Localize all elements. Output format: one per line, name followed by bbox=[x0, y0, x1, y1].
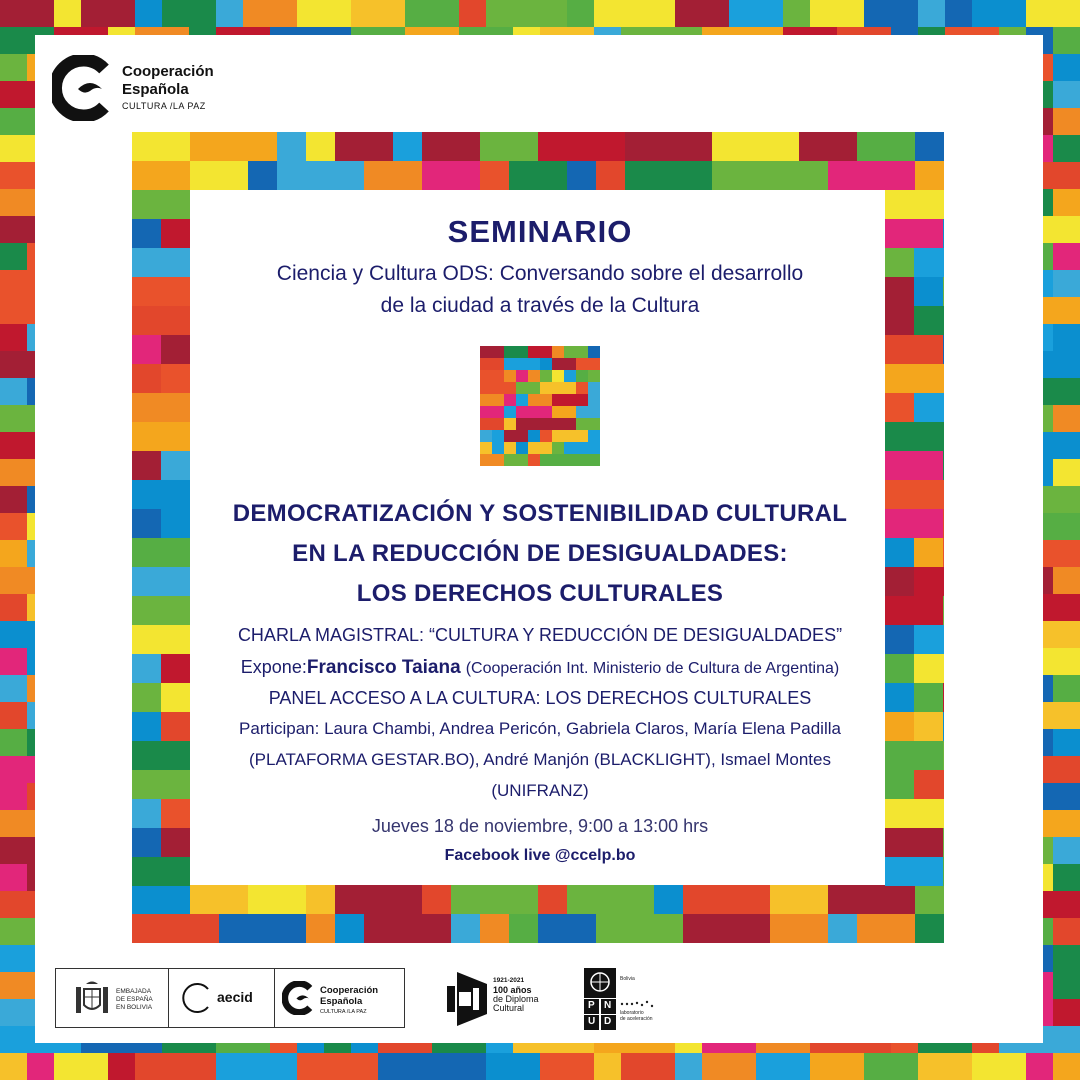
mosaic-tile bbox=[1053, 972, 1080, 999]
mosaic-tile bbox=[492, 442, 504, 454]
mosaic-tile bbox=[1053, 459, 1080, 486]
logo-line-1: Cooperación bbox=[122, 63, 214, 80]
ce-small-line-1: Cooperación bbox=[320, 985, 379, 996]
mosaic-tile bbox=[864, 1053, 918, 1080]
aecid-label: aecid bbox=[217, 989, 253, 1005]
dipl-years: 1921-2021 bbox=[493, 977, 525, 984]
mosaic-tile bbox=[270, 1053, 297, 1080]
mosaic-tile bbox=[135, 0, 162, 27]
mosaic-tile bbox=[0, 1053, 27, 1080]
mosaic-tile bbox=[576, 370, 588, 382]
mosaic-tile bbox=[675, 1053, 702, 1080]
mosaic-tile bbox=[243, 0, 297, 27]
mosaic-tile bbox=[540, 454, 564, 466]
mosaic-tile bbox=[0, 783, 27, 810]
mosaic-tile bbox=[1026, 0, 1080, 27]
mosaic-tile bbox=[783, 0, 810, 27]
mosaic-tile bbox=[432, 1053, 486, 1080]
mosaic-tile bbox=[564, 442, 600, 454]
ce-small-line-3: CULTURA /LA PAZ bbox=[320, 1009, 367, 1015]
mosaic-tile bbox=[135, 1053, 216, 1080]
mosaic-tile bbox=[0, 513, 27, 540]
expone-label: Expone: bbox=[240, 657, 307, 677]
mosaic-tile bbox=[945, 0, 972, 27]
mosaic-tile bbox=[492, 430, 504, 442]
mosaic-tile bbox=[54, 0, 81, 27]
mosaic-tile bbox=[1053, 27, 1080, 54]
mosaic-tile bbox=[480, 406, 504, 418]
mosaic-tile bbox=[297, 0, 351, 27]
mosaic-tile bbox=[162, 0, 216, 27]
mosaic-tile bbox=[480, 418, 504, 430]
pnud-letter-p: P bbox=[588, 1000, 595, 1011]
mosaic-tile bbox=[0, 54, 27, 81]
mosaic-tile bbox=[621, 1053, 675, 1080]
mosaic-tile bbox=[216, 0, 243, 27]
mosaic-tile bbox=[1053, 675, 1080, 702]
mosaic-tile bbox=[54, 1053, 108, 1080]
mosaic-tile bbox=[810, 0, 864, 27]
panel-title: PANEL ACCESO A LA CULTURA: LOS DERECHOS CULTURALES bbox=[268, 688, 812, 708]
speaker-org: (Cooperación Int. Ministerio de Cultura de Argentina) bbox=[465, 660, 840, 677]
mosaic-tile bbox=[552, 394, 588, 406]
mosaic-tile bbox=[480, 346, 504, 358]
mosaic-tile bbox=[972, 0, 999, 27]
mosaic-tile bbox=[552, 370, 564, 382]
mosaic-tile bbox=[0, 729, 27, 756]
mosaic-tile bbox=[918, 1053, 972, 1080]
mosaic-tile bbox=[1053, 1053, 1080, 1080]
mosaic-tile bbox=[0, 243, 27, 270]
mosaic-tile bbox=[552, 442, 564, 454]
mosaic-tile bbox=[729, 0, 783, 27]
mosaic-tile bbox=[528, 370, 540, 382]
mosaic-tile bbox=[918, 0, 945, 27]
participants-line-3: (UNIFRANZ) bbox=[491, 781, 589, 800]
mosaic-tile bbox=[528, 394, 552, 406]
mosaic-tile bbox=[588, 370, 600, 382]
mosaic-tile bbox=[480, 442, 492, 454]
spain-coat-of-arms-icon bbox=[72, 979, 112, 1019]
divider bbox=[168, 969, 169, 1027]
mosaic-tile bbox=[864, 0, 918, 27]
mosaic-tile bbox=[504, 454, 528, 466]
mosaic-tile bbox=[999, 0, 1026, 27]
mosaic-tile bbox=[0, 486, 27, 513]
event-date: Jueves 18 de noviembre, 9:00 a 13:00 hrs bbox=[371, 816, 709, 836]
mosaic-tile bbox=[756, 1053, 810, 1080]
mosaic-tile bbox=[588, 394, 600, 406]
dipl-line-2: de Diploma bbox=[493, 994, 539, 1004]
logo-line-2: Española bbox=[122, 81, 189, 98]
mosaic-tile bbox=[480, 370, 504, 382]
mosaic-tile bbox=[504, 442, 516, 454]
main-title-line-2: EN LA REDUCCIÓN DE DESIGUALDADES: bbox=[292, 540, 788, 567]
mosaic-tile bbox=[528, 442, 552, 454]
mosaic-tile bbox=[0, 540, 27, 567]
mosaic-tile bbox=[540, 382, 576, 394]
pnud-lab-line-2: de aceleración bbox=[620, 1016, 653, 1022]
mosaic-tile bbox=[0, 378, 27, 405]
mosaic-tile bbox=[594, 1053, 621, 1080]
mosaic-tile bbox=[480, 394, 504, 406]
mosaic-tile bbox=[1053, 189, 1080, 216]
mosaic-tile bbox=[516, 370, 528, 382]
participants-line-2: (PLATAFORMA GESTAR.BO), André Manjón (BLACKLIGHT), Ismael Montes bbox=[249, 750, 831, 769]
participants-line-1: Participan: Laura Chambi, Andrea Pericón, Gabriela Claros, María Elena Padilla bbox=[239, 719, 841, 738]
mosaic-tile bbox=[1053, 81, 1080, 108]
mosaic-tile bbox=[480, 382, 516, 394]
dipl-text bbox=[493, 986, 539, 1013]
mosaic-tile bbox=[1053, 567, 1080, 594]
cooperacion-espanola-logo bbox=[52, 55, 252, 125]
mosaic-tile bbox=[516, 394, 528, 406]
mosaic-tile bbox=[564, 454, 600, 466]
footer-logo-box bbox=[55, 968, 405, 1028]
mosaic-tile bbox=[1053, 54, 1080, 81]
mosaic-tile bbox=[378, 1053, 432, 1080]
mosaic-tile bbox=[588, 382, 600, 394]
mosaic-tile bbox=[576, 418, 600, 430]
mosaic-tile bbox=[459, 0, 486, 27]
mosaic-tile bbox=[504, 370, 516, 382]
mosaic-tile bbox=[576, 382, 588, 394]
mosaic-tile bbox=[297, 1053, 378, 1080]
mosaic-tile bbox=[1053, 243, 1080, 270]
cooperacion-espanola-small-mark-icon bbox=[282, 981, 316, 1015]
main-title-line-3: LOS DERECHOS CULTURALES bbox=[356, 580, 724, 607]
mosaic-tile bbox=[516, 442, 528, 454]
embajada-line-1: EMBAJADA bbox=[116, 988, 152, 995]
pnud-logo bbox=[584, 968, 694, 1030]
mosaic-tile bbox=[552, 358, 576, 370]
mosaic-tile bbox=[1053, 729, 1080, 756]
speaker-name: Francisco Taiana bbox=[306, 657, 461, 678]
mosaic-tile bbox=[528, 454, 540, 466]
mosaic-tile bbox=[0, 324, 27, 351]
mosaic-tile bbox=[480, 430, 492, 442]
mosaic-tile bbox=[564, 346, 588, 358]
mosaic-tile bbox=[1053, 270, 1080, 297]
mosaic-tile bbox=[588, 430, 600, 442]
mosaic-tile bbox=[351, 0, 405, 27]
mosaic-tile bbox=[1053, 999, 1080, 1026]
mosaic-tile bbox=[516, 418, 552, 430]
charla-magistral: CHARLA MAGISTRAL: “CULTURA Y REDUCCIÓN DE DESIGUALDADES” bbox=[237, 625, 843, 645]
mosaic-tile bbox=[588, 346, 600, 358]
pnud-lab-line-1: laboratorio bbox=[620, 1010, 644, 1016]
mosaic-tile bbox=[480, 358, 504, 370]
diplomacia-mark-icon bbox=[447, 970, 489, 1028]
cooperacion-espanola-mark-icon bbox=[52, 55, 114, 121]
mosaic-tile bbox=[504, 394, 516, 406]
mosaic-tile bbox=[504, 358, 540, 370]
mosaic-tile bbox=[0, 702, 27, 729]
mosaic-tile bbox=[108, 1053, 135, 1080]
divider bbox=[274, 969, 275, 1027]
mosaic-tile bbox=[0, 864, 27, 891]
mosaic-tile bbox=[528, 430, 540, 442]
mosaic-tile bbox=[564, 370, 576, 382]
pnud-lab bbox=[620, 1010, 653, 1022]
mosaic-tile bbox=[1053, 135, 1080, 162]
mosaic-tile bbox=[405, 0, 459, 27]
mosaic-tile bbox=[1053, 108, 1080, 135]
mosaic-tile bbox=[1053, 864, 1080, 891]
mosaic-tile bbox=[528, 346, 552, 358]
mosaic-tile bbox=[1053, 405, 1080, 432]
mosaic-tile bbox=[1026, 1053, 1053, 1080]
mosaic-tile bbox=[81, 0, 135, 27]
mosaic-tile bbox=[552, 406, 576, 418]
mosaic-tile bbox=[540, 358, 552, 370]
subtitle-line-1: Ciencia y Cultura ODS: Conversando sobre el desarrollo bbox=[276, 262, 804, 285]
mosaic-tile bbox=[702, 1053, 756, 1080]
mosaic-tile bbox=[516, 406, 552, 418]
seminario-title: SEMINARIO bbox=[447, 214, 633, 249]
pnud-letter-d: D bbox=[604, 1016, 612, 1027]
mosaic-tile bbox=[1053, 324, 1080, 351]
mosaic-tile bbox=[504, 406, 516, 418]
mosaic-tile bbox=[504, 346, 528, 358]
pnud-country: Bolivia bbox=[620, 976, 635, 982]
mosaic-tile bbox=[1053, 837, 1080, 864]
mosaic-tile bbox=[576, 406, 600, 418]
mosaic-tile bbox=[552, 418, 576, 430]
mosaic-tile bbox=[516, 382, 540, 394]
mosaic-tile bbox=[567, 0, 594, 27]
mosaic-tile bbox=[27, 1053, 54, 1080]
embajada-line-3: EN BOLIVIA bbox=[116, 1004, 153, 1011]
mosaic-tile bbox=[540, 1053, 594, 1080]
mosaic-tile bbox=[0, 675, 27, 702]
main-title-line-1: DEMOCRATIZACIÓN Y SOSTENIBILIDAD CULTURAL bbox=[232, 500, 848, 527]
dipl-line-1: 100 años bbox=[493, 985, 532, 995]
mosaic-tile bbox=[810, 1053, 864, 1080]
mosaic-tile bbox=[480, 454, 504, 466]
expone-line bbox=[190, 652, 890, 684]
pnud-letter-u: U bbox=[588, 1016, 596, 1027]
logo-line-3: CULTURA /LA PAZ bbox=[122, 101, 206, 111]
diplomacia-cultural-logo bbox=[447, 970, 557, 1028]
pnud-letters bbox=[584, 999, 616, 1030]
mosaic-tile bbox=[552, 346, 564, 358]
mosaic-tile bbox=[1053, 918, 1080, 945]
mosaic-tile bbox=[594, 0, 675, 27]
dipl-line-3: Cultural bbox=[493, 1003, 525, 1013]
mosaic-tile bbox=[540, 430, 552, 442]
mosaic-tile bbox=[972, 1053, 1026, 1080]
ce-small-line-2: Española bbox=[320, 996, 363, 1007]
mosaic-tile bbox=[540, 370, 552, 382]
mosaic-tile bbox=[0, 648, 27, 675]
embajada-line-2: DE ESPAÑA bbox=[116, 996, 153, 1003]
small-mosaic-emblem bbox=[480, 346, 600, 466]
mosaic-tile bbox=[504, 430, 528, 442]
mosaic-tile bbox=[576, 358, 600, 370]
mosaic-tile bbox=[675, 0, 729, 27]
mosaic-tile bbox=[552, 430, 588, 442]
mosaic-tile bbox=[1053, 945, 1080, 972]
embajada-text bbox=[116, 988, 153, 1012]
facebook-live: Facebook live @ccelp.bo bbox=[444, 847, 636, 864]
accelerator-dots-icon bbox=[620, 1000, 656, 1008]
mosaic-tile bbox=[486, 1053, 540, 1080]
mosaic-tile bbox=[486, 0, 567, 27]
mosaic-tile bbox=[216, 1053, 270, 1080]
mosaic-tile bbox=[0, 594, 27, 621]
subtitle-line-2: de la ciudad a través de la Cultura bbox=[380, 294, 700, 317]
mosaic-tile bbox=[0, 0, 54, 27]
pnud-letter-n: N bbox=[604, 1000, 612, 1011]
mosaic-tile bbox=[504, 418, 516, 430]
aecid-mark-icon bbox=[180, 981, 214, 1015]
